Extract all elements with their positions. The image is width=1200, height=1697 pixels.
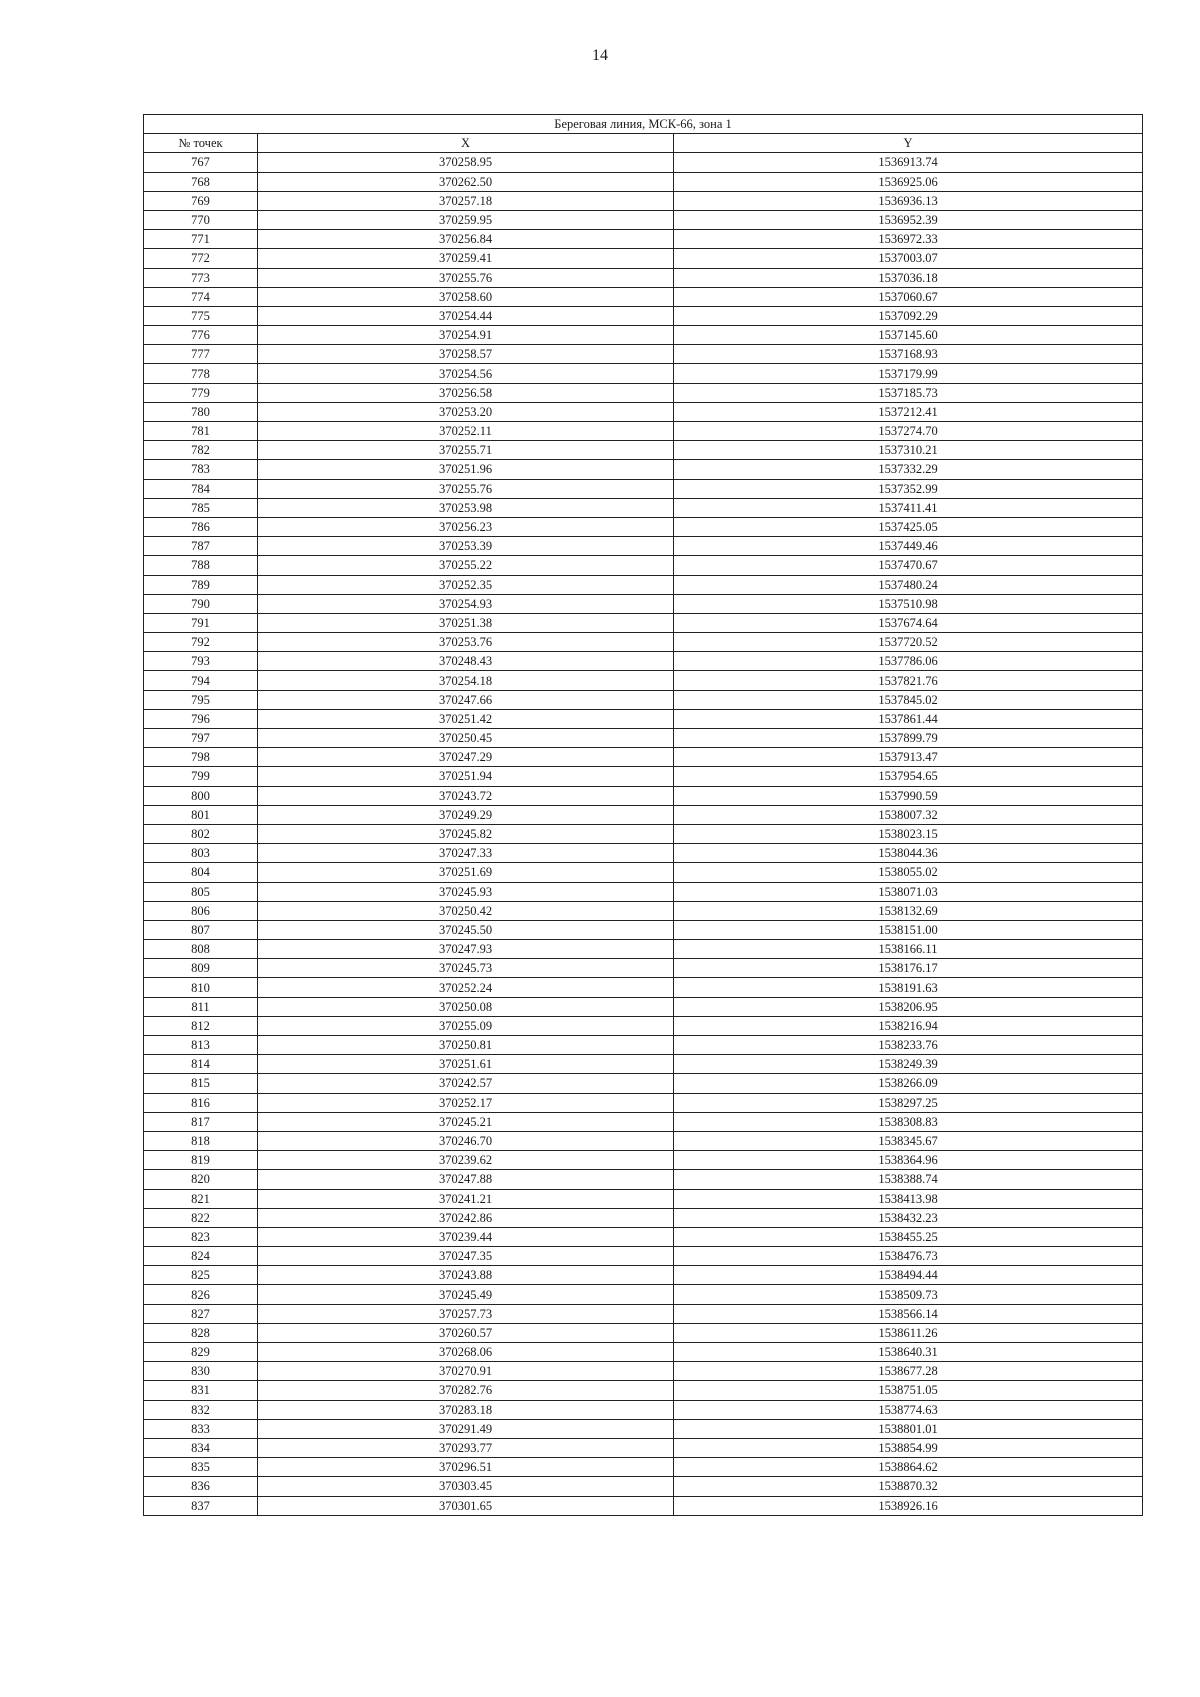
point-number-cell: 768	[144, 172, 258, 191]
point-number-cell: 831	[144, 1381, 258, 1400]
table-row	[144, 1170, 1143, 1189]
y-coordinate-cell: 1537425.05	[674, 517, 1143, 536]
table-row	[144, 1093, 1143, 1112]
point-number-cell: 806	[144, 901, 258, 920]
y-coordinate-cell: 1537899.79	[674, 729, 1143, 748]
point-number-cell: 823	[144, 1227, 258, 1246]
point-number-cell: 787	[144, 537, 258, 556]
point-number-cell: 814	[144, 1055, 258, 1074]
x-coordinate-cell: 370243.72	[258, 786, 674, 805]
x-coordinate-cell: 370247.33	[258, 844, 674, 863]
point-number-cell: 800	[144, 786, 258, 805]
y-coordinate-cell: 1538023.15	[674, 824, 1143, 843]
y-coordinate-cell: 1538854.99	[674, 1438, 1143, 1457]
x-coordinate-cell: 370247.35	[258, 1247, 674, 1266]
table-row	[144, 172, 1143, 191]
table-row	[144, 1323, 1143, 1342]
y-coordinate-cell: 1536925.06	[674, 172, 1143, 191]
x-coordinate-cell: 370262.50	[258, 172, 674, 191]
y-coordinate-cell: 1538249.39	[674, 1055, 1143, 1074]
x-coordinate-cell: 370247.66	[258, 690, 674, 709]
y-coordinate-cell: 1538055.02	[674, 863, 1143, 882]
y-coordinate-cell: 1538926.16	[674, 1496, 1143, 1515]
y-coordinate-cell: 1538751.05	[674, 1381, 1143, 1400]
y-coordinate-cell: 1537179.99	[674, 364, 1143, 383]
y-coordinate-cell: 1536936.13	[674, 191, 1143, 210]
x-coordinate-cell: 370270.91	[258, 1362, 674, 1381]
point-number-cell: 781	[144, 422, 258, 441]
y-coordinate-cell: 1537185.73	[674, 383, 1143, 402]
point-number-cell: 816	[144, 1093, 258, 1112]
x-coordinate-cell: 370282.76	[258, 1381, 674, 1400]
y-coordinate-cell: 1538151.00	[674, 920, 1143, 939]
y-coordinate-cell: 1538266.09	[674, 1074, 1143, 1093]
x-coordinate-cell: 370253.39	[258, 537, 674, 556]
y-coordinate-cell: 1538494.44	[674, 1266, 1143, 1285]
table-row	[144, 671, 1143, 690]
x-coordinate-cell: 370255.22	[258, 556, 674, 575]
table-row	[144, 1151, 1143, 1170]
table-row	[144, 1016, 1143, 1035]
x-coordinate-cell: 370258.60	[258, 287, 674, 306]
x-coordinate-cell: 370257.73	[258, 1304, 674, 1323]
table-row	[144, 901, 1143, 920]
point-number-cell: 786	[144, 517, 258, 536]
table-row	[144, 690, 1143, 709]
point-number-cell: 820	[144, 1170, 258, 1189]
y-coordinate-cell: 1538071.03	[674, 882, 1143, 901]
y-coordinate-cell: 1538413.98	[674, 1189, 1143, 1208]
table-row	[144, 805, 1143, 824]
point-number-cell: 804	[144, 863, 258, 882]
table-row	[144, 652, 1143, 671]
table-row	[144, 441, 1143, 460]
x-coordinate-cell: 370252.11	[258, 422, 674, 441]
point-number-cell: 801	[144, 805, 258, 824]
x-coordinate-cell: 370254.91	[258, 326, 674, 345]
point-number-cell: 797	[144, 729, 258, 748]
point-number-cell: 767	[144, 153, 258, 172]
point-number-cell: 808	[144, 940, 258, 959]
table-row	[144, 824, 1143, 843]
point-number-cell: 793	[144, 652, 258, 671]
x-coordinate-cell: 370245.50	[258, 920, 674, 939]
table-row	[144, 1285, 1143, 1304]
y-coordinate-cell: 1538176.17	[674, 959, 1143, 978]
point-number-cell: 789	[144, 575, 258, 594]
y-coordinate-cell: 1538191.63	[674, 978, 1143, 997]
point-number-cell: 824	[144, 1247, 258, 1266]
table-row	[144, 633, 1143, 652]
table-row	[144, 210, 1143, 229]
y-coordinate-cell: 1538007.32	[674, 805, 1143, 824]
y-coordinate-cell: 1538864.62	[674, 1458, 1143, 1477]
y-coordinate-cell: 1537092.29	[674, 306, 1143, 325]
table-row	[144, 402, 1143, 421]
table-row	[144, 422, 1143, 441]
x-coordinate-cell: 370256.58	[258, 383, 674, 402]
x-coordinate-cell: 370303.45	[258, 1477, 674, 1496]
x-coordinate-cell: 370251.69	[258, 863, 674, 882]
table-row	[144, 613, 1143, 632]
point-number-cell: 799	[144, 767, 258, 786]
point-number-cell: 771	[144, 230, 258, 249]
point-number-cell: 773	[144, 268, 258, 287]
column-header-y: Y	[674, 134, 1143, 153]
table-row	[144, 287, 1143, 306]
y-coordinate-cell: 1537274.70	[674, 422, 1143, 441]
table-row	[144, 249, 1143, 268]
x-coordinate-cell: 370239.62	[258, 1151, 674, 1170]
point-number-cell: 803	[144, 844, 258, 863]
x-coordinate-cell: 370251.94	[258, 767, 674, 786]
point-number-cell: 775	[144, 306, 258, 325]
point-number-cell: 826	[144, 1285, 258, 1304]
table-row	[144, 306, 1143, 325]
x-coordinate-cell: 370247.29	[258, 748, 674, 767]
point-number-cell: 788	[144, 556, 258, 575]
y-coordinate-cell: 1538774.63	[674, 1400, 1143, 1419]
table-row	[144, 959, 1143, 978]
table-row	[144, 1343, 1143, 1362]
table-row	[144, 537, 1143, 556]
point-number-cell: 830	[144, 1362, 258, 1381]
table-row	[144, 844, 1143, 863]
table-row	[144, 1208, 1143, 1227]
y-coordinate-cell: 1538364.96	[674, 1151, 1143, 1170]
x-coordinate-cell: 370245.21	[258, 1112, 674, 1131]
x-coordinate-cell: 370250.45	[258, 729, 674, 748]
y-coordinate-cell: 1538308.83	[674, 1112, 1143, 1131]
point-number-cell: 834	[144, 1438, 258, 1457]
table-row	[144, 1266, 1143, 1285]
point-number-cell: 772	[144, 249, 258, 268]
table-row	[144, 1438, 1143, 1457]
x-coordinate-cell: 370251.61	[258, 1055, 674, 1074]
point-number-cell: 817	[144, 1112, 258, 1131]
y-coordinate-cell: 1537332.29	[674, 460, 1143, 479]
point-number-cell: 776	[144, 326, 258, 345]
x-coordinate-cell: 370248.43	[258, 652, 674, 671]
x-coordinate-cell: 370255.76	[258, 479, 674, 498]
x-coordinate-cell: 370268.06	[258, 1343, 674, 1362]
x-coordinate-cell: 370247.93	[258, 940, 674, 959]
y-coordinate-cell: 1537411.41	[674, 498, 1143, 517]
y-coordinate-cell: 1538432.23	[674, 1208, 1143, 1227]
y-coordinate-cell: 1537954.65	[674, 767, 1143, 786]
point-number-cell: 832	[144, 1400, 258, 1419]
y-coordinate-cell: 1538166.11	[674, 940, 1143, 959]
y-coordinate-cell: 1537470.67	[674, 556, 1143, 575]
y-coordinate-cell: 1537821.76	[674, 671, 1143, 690]
point-number-cell: 825	[144, 1266, 258, 1285]
point-number-cell: 819	[144, 1151, 258, 1170]
x-coordinate-cell: 370251.96	[258, 460, 674, 479]
table-row	[144, 460, 1143, 479]
table-row	[144, 709, 1143, 728]
x-coordinate-cell: 370243.88	[258, 1266, 674, 1285]
y-coordinate-cell: 1537168.93	[674, 345, 1143, 364]
y-coordinate-cell: 1538566.14	[674, 1304, 1143, 1323]
x-coordinate-cell: 370259.41	[258, 249, 674, 268]
x-coordinate-cell: 370250.08	[258, 997, 674, 1016]
table-row	[144, 1477, 1143, 1496]
y-coordinate-cell: 1537480.24	[674, 575, 1143, 594]
x-coordinate-cell: 370253.20	[258, 402, 674, 421]
table-row	[144, 479, 1143, 498]
x-coordinate-cell: 370260.57	[258, 1323, 674, 1342]
point-number-cell: 822	[144, 1208, 258, 1227]
point-number-cell: 784	[144, 479, 258, 498]
y-coordinate-cell: 1538677.28	[674, 1362, 1143, 1381]
table-row	[144, 1227, 1143, 1246]
y-coordinate-cell: 1538216.94	[674, 1016, 1143, 1035]
table-row	[144, 383, 1143, 402]
table-row	[144, 594, 1143, 613]
point-number-cell: 805	[144, 882, 258, 901]
x-coordinate-cell: 370293.77	[258, 1438, 674, 1457]
point-number-cell: 828	[144, 1323, 258, 1342]
table-row	[144, 1055, 1143, 1074]
y-coordinate-cell: 1537003.07	[674, 249, 1143, 268]
point-number-cell: 802	[144, 824, 258, 843]
x-coordinate-cell: 370255.76	[258, 268, 674, 287]
page-number: 14	[592, 47, 608, 64]
x-coordinate-cell: 370245.93	[258, 882, 674, 901]
table-row	[144, 1247, 1143, 1266]
point-number-cell: 821	[144, 1189, 258, 1208]
y-coordinate-cell: 1538388.74	[674, 1170, 1143, 1189]
point-number-cell: 807	[144, 920, 258, 939]
table-row	[144, 786, 1143, 805]
table-row	[144, 153, 1143, 172]
x-coordinate-cell: 370241.21	[258, 1189, 674, 1208]
y-coordinate-cell: 1537036.18	[674, 268, 1143, 287]
point-number-cell: 774	[144, 287, 258, 306]
table-row	[144, 1036, 1143, 1055]
y-coordinate-cell: 1538509.73	[674, 1285, 1143, 1304]
table-row	[144, 882, 1143, 901]
point-number-cell: 812	[144, 1016, 258, 1035]
x-coordinate-cell: 370257.18	[258, 191, 674, 210]
point-number-cell: 785	[144, 498, 258, 517]
x-coordinate-cell: 370242.57	[258, 1074, 674, 1093]
x-coordinate-cell: 370246.70	[258, 1131, 674, 1150]
y-coordinate-cell: 1537845.02	[674, 690, 1143, 709]
table-body	[144, 153, 1143, 1515]
x-coordinate-cell: 370256.84	[258, 230, 674, 249]
x-coordinate-cell: 370258.57	[258, 345, 674, 364]
x-coordinate-cell: 370254.44	[258, 306, 674, 325]
table-row	[144, 920, 1143, 939]
y-coordinate-cell: 1538611.26	[674, 1323, 1143, 1342]
point-number-cell: 782	[144, 441, 258, 460]
x-coordinate-cell: 370252.35	[258, 575, 674, 594]
table-row	[144, 729, 1143, 748]
x-coordinate-cell: 370259.95	[258, 210, 674, 229]
y-coordinate-cell: 1537990.59	[674, 786, 1143, 805]
point-number-cell: 778	[144, 364, 258, 383]
y-coordinate-cell: 1537060.67	[674, 287, 1143, 306]
y-coordinate-cell: 1538801.01	[674, 1419, 1143, 1438]
y-coordinate-cell: 1538297.25	[674, 1093, 1143, 1112]
table-row	[144, 1381, 1143, 1400]
point-number-cell: 810	[144, 978, 258, 997]
y-coordinate-cell: 1537310.21	[674, 441, 1143, 460]
y-coordinate-cell: 1536913.74	[674, 153, 1143, 172]
point-number-cell: 835	[144, 1458, 258, 1477]
point-number-cell: 809	[144, 959, 258, 978]
point-number-cell: 794	[144, 671, 258, 690]
point-number-cell: 818	[144, 1131, 258, 1150]
y-coordinate-cell: 1537449.46	[674, 537, 1143, 556]
x-coordinate-cell: 370245.49	[258, 1285, 674, 1304]
point-number-cell: 827	[144, 1304, 258, 1323]
point-number-cell: 815	[144, 1074, 258, 1093]
x-coordinate-cell: 370242.86	[258, 1208, 674, 1227]
table-row	[144, 978, 1143, 997]
point-number-cell: 791	[144, 613, 258, 632]
point-number-cell: 783	[144, 460, 258, 479]
x-coordinate-cell: 370301.65	[258, 1496, 674, 1515]
x-coordinate-cell: 370253.76	[258, 633, 674, 652]
y-coordinate-cell: 1538044.36	[674, 844, 1143, 863]
x-coordinate-cell: 370239.44	[258, 1227, 674, 1246]
point-number-cell: 798	[144, 748, 258, 767]
y-coordinate-cell: 1538132.69	[674, 901, 1143, 920]
x-coordinate-cell: 370247.88	[258, 1170, 674, 1189]
table-row	[144, 268, 1143, 287]
y-coordinate-cell: 1536972.33	[674, 230, 1143, 249]
x-coordinate-cell: 370245.82	[258, 824, 674, 843]
point-number-cell: 770	[144, 210, 258, 229]
table-row	[144, 1112, 1143, 1131]
table-row	[144, 997, 1143, 1016]
table-row	[144, 230, 1143, 249]
table-row	[144, 748, 1143, 767]
x-coordinate-cell: 370249.29	[258, 805, 674, 824]
table-row	[144, 1458, 1143, 1477]
x-coordinate-cell: 370291.49	[258, 1419, 674, 1438]
y-coordinate-cell: 1537212.41	[674, 402, 1143, 421]
point-number-cell: 795	[144, 690, 258, 709]
x-coordinate-cell: 370258.95	[258, 153, 674, 172]
table-row	[144, 1131, 1143, 1150]
x-coordinate-cell: 370255.71	[258, 441, 674, 460]
x-coordinate-cell: 370283.18	[258, 1400, 674, 1419]
point-number-cell: 780	[144, 402, 258, 421]
y-coordinate-cell: 1538476.73	[674, 1247, 1143, 1266]
y-coordinate-cell: 1537674.64	[674, 613, 1143, 632]
point-number-cell: 811	[144, 997, 258, 1016]
table-row	[144, 1419, 1143, 1438]
table-row	[144, 1074, 1143, 1093]
table-row	[144, 1496, 1143, 1515]
x-coordinate-cell: 370251.42	[258, 709, 674, 728]
table-row	[144, 1189, 1143, 1208]
table-row	[144, 1304, 1143, 1323]
x-coordinate-cell: 370296.51	[258, 1458, 674, 1477]
y-coordinate-cell: 1538870.32	[674, 1477, 1143, 1496]
table-row	[144, 326, 1143, 345]
table-title: Береговая линия, МСК-66, зона 1	[144, 115, 1143, 134]
x-coordinate-cell: 370254.93	[258, 594, 674, 613]
y-coordinate-cell: 1537510.98	[674, 594, 1143, 613]
point-number-cell: 813	[144, 1036, 258, 1055]
table-row	[144, 556, 1143, 575]
y-coordinate-cell: 1537786.06	[674, 652, 1143, 671]
table-row	[144, 1362, 1143, 1381]
y-coordinate-cell: 1538455.25	[674, 1227, 1143, 1246]
point-number-cell: 837	[144, 1496, 258, 1515]
x-coordinate-cell: 370250.42	[258, 901, 674, 920]
point-number-cell: 833	[144, 1419, 258, 1438]
point-number-cell: 836	[144, 1477, 258, 1496]
y-coordinate-cell: 1537720.52	[674, 633, 1143, 652]
point-number-cell: 769	[144, 191, 258, 210]
table-row	[144, 498, 1143, 517]
table-row	[144, 575, 1143, 594]
y-coordinate-cell: 1538640.31	[674, 1343, 1143, 1362]
x-coordinate-cell: 370252.17	[258, 1093, 674, 1112]
x-coordinate-cell: 370252.24	[258, 978, 674, 997]
point-number-cell: 790	[144, 594, 258, 613]
x-coordinate-cell: 370251.38	[258, 613, 674, 632]
y-coordinate-cell: 1536952.39	[674, 210, 1143, 229]
point-number-cell: 829	[144, 1343, 258, 1362]
table-row	[144, 191, 1143, 210]
column-header-point-number: № точек	[144, 134, 258, 153]
point-number-cell: 777	[144, 345, 258, 364]
table-row	[144, 940, 1143, 959]
table-row	[144, 767, 1143, 786]
x-coordinate-cell: 370250.81	[258, 1036, 674, 1055]
y-coordinate-cell: 1537861.44	[674, 709, 1143, 728]
x-coordinate-cell: 370253.98	[258, 498, 674, 517]
table-row	[144, 863, 1143, 882]
y-coordinate-cell: 1537913.47	[674, 748, 1143, 767]
coordinates-table	[143, 114, 1143, 1516]
x-coordinate-cell: 370255.09	[258, 1016, 674, 1035]
table-row	[144, 517, 1143, 536]
y-coordinate-cell: 1537145.60	[674, 326, 1143, 345]
x-coordinate-cell: 370256.23	[258, 517, 674, 536]
point-number-cell: 779	[144, 383, 258, 402]
y-coordinate-cell: 1538206.95	[674, 997, 1143, 1016]
table-row	[144, 345, 1143, 364]
x-coordinate-cell: 370254.56	[258, 364, 674, 383]
y-coordinate-cell: 1537352.99	[674, 479, 1143, 498]
x-coordinate-cell: 370245.73	[258, 959, 674, 978]
table-row	[144, 1400, 1143, 1419]
column-header-x: X	[258, 134, 674, 153]
point-number-cell: 792	[144, 633, 258, 652]
y-coordinate-cell: 1538345.67	[674, 1131, 1143, 1150]
table-row	[144, 364, 1143, 383]
x-coordinate-cell: 370254.18	[258, 671, 674, 690]
y-coordinate-cell: 1538233.76	[674, 1036, 1143, 1055]
point-number-cell: 796	[144, 709, 258, 728]
